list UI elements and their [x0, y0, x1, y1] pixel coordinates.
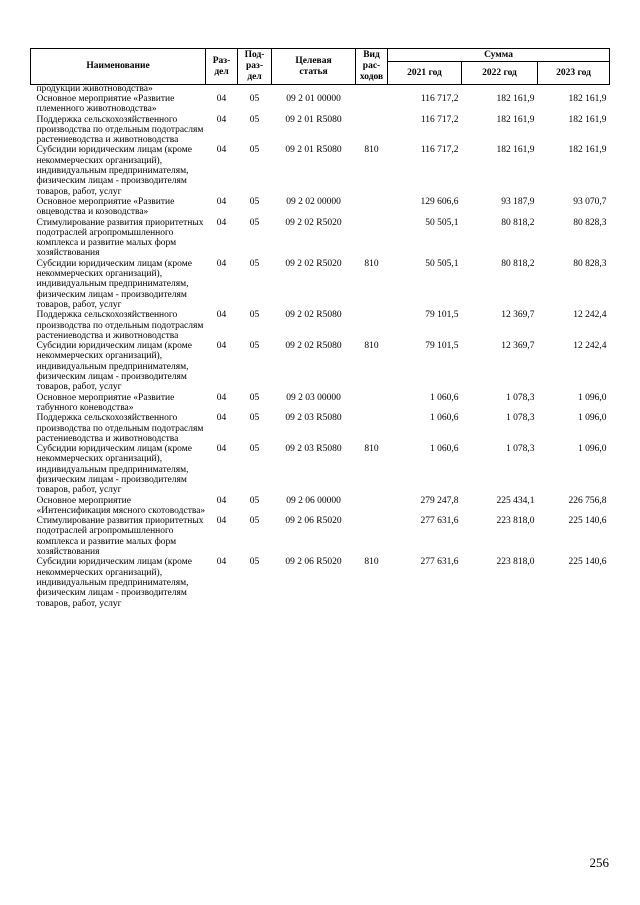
row-sum-2021: 1 060,6 — [430, 444, 459, 455]
row-name: Поддержка сельскохозяйственного производства по отдельным подотраслям растениеводства и животноводства — [36, 413, 204, 444]
row-razdel: 04 — [216, 114, 227, 125]
row-name: продукции животноводства» — [36, 84, 153, 94]
row-sum-2021: 129 606,6 — [420, 196, 459, 207]
table-row — [31, 218, 610, 259]
row-expense-type — [356, 197, 388, 218]
header-expense-type: Вид рас- ходов — [356, 49, 388, 85]
row-expense-type — [356, 413, 388, 444]
row-sum-2021: 116 717,2 — [420, 145, 459, 156]
row-podrazdel — [238, 85, 272, 95]
row-razdel: 04 — [216, 196, 227, 207]
header-year-2022: 2022 год — [462, 62, 538, 85]
row-podrazdel: 05 — [249, 413, 260, 424]
row-expense-type — [356, 310, 388, 341]
row-name: Субсидии юридическим лицам (кроме некоммерческих организаций), индивидуальным предпринимателям, физическим лицам - производителям товаров, работ, услуг — [36, 145, 192, 197]
row-target: 09 2 03 00000 — [286, 392, 341, 403]
row-sum-2021: 50 505,1 — [425, 258, 459, 269]
table-row — [31, 557, 610, 608]
row-expense-type — [356, 94, 388, 115]
row-name: Поддержка сельскохозяйственного производства по отдельным подотраслям растениеводства и животноводства — [36, 114, 204, 146]
row-podrazdel: 05 — [249, 444, 260, 455]
row-sum-2023: 93 070,7 — [573, 196, 607, 207]
header-sum: Сумма — [388, 49, 610, 62]
row-name: Основное мероприятие «Развитие овцеводства и козоводства» — [36, 196, 175, 218]
table-row — [31, 259, 610, 310]
header-name: Наименование — [31, 49, 206, 85]
row-sum-2022: 80 818,2 — [501, 217, 535, 228]
row-expense-type: 810 — [364, 258, 379, 269]
table-row — [31, 85, 610, 95]
row-razdel: 04 — [216, 495, 227, 506]
row-target: 09 2 02 R5020 — [285, 217, 342, 228]
row-sum-2021: 1 060,6 — [430, 392, 459, 403]
row-sum-2022: 12 369,7 — [501, 310, 535, 321]
row-target: 09 2 06 R5020 — [285, 557, 342, 568]
row-razdel: 04 — [216, 557, 227, 568]
row-sum-2023: 1 096,0 — [578, 444, 607, 455]
row-sum-2023: 225 140,6 — [568, 516, 607, 527]
row-name: Основное мероприятие «Интенсификация мясного скотоводства» — [36, 495, 206, 516]
row-sum-2021: 50 505,1 — [425, 217, 459, 228]
row-expense-type — [356, 496, 388, 517]
row-razdel: 04 — [216, 258, 227, 269]
row-sum-2023: 80 828,3 — [573, 258, 607, 269]
row-podrazdel: 05 — [249, 495, 260, 506]
row-sum-2022: 93 187,9 — [501, 196, 535, 207]
row-sum-2022: 1 078,3 — [506, 444, 535, 455]
row-sum-2023 — [538, 85, 610, 95]
row-sum-2021: 1 060,6 — [430, 413, 459, 424]
row-sum-2022 — [462, 85, 538, 95]
row-target: 09 2 02 00000 — [286, 196, 341, 207]
row-razdel: 04 — [216, 413, 227, 424]
table-row — [31, 393, 610, 414]
row-target: 09 2 01 R5080 — [285, 145, 342, 156]
row-razdel: 04 — [216, 217, 227, 228]
row-podrazdel: 05 — [249, 196, 260, 207]
row-name: Субсидии юридическим лицам (кроме некоммерческих организаций), индивидуальным предпринимателям, физическим лицам - производителям товаров, работ, услуг — [36, 444, 192, 496]
row-target: 09 2 03 R5080 — [285, 444, 342, 455]
row-podrazdel: 05 — [249, 392, 260, 403]
row-podrazdel: 05 — [249, 258, 260, 269]
row-podrazdel: 05 — [249, 114, 260, 125]
row-sum-2022: 182 161,9 — [496, 114, 535, 125]
budget-table-page — [30, 48, 609, 609]
row-name: Субсидии юридическим лицам (кроме некоммерческих организаций), индивидуальным предпринимателям, физическим лицам - производителям товаров, работ, услуг — [36, 557, 192, 609]
row-expense-type: 810 — [364, 145, 379, 156]
header-year-2023: 2023 год — [538, 62, 610, 85]
row-name: Субсидии юридическим лицам (кроме некоммерческих организаций), индивидуальным предпринимателям, физическим лицам - производителям товаров, работ, услуг — [36, 341, 192, 393]
row-sum-2022: 1 078,3 — [506, 392, 535, 403]
row-sum-2023: 12 242,4 — [573, 310, 607, 321]
row-sum-2023: 80 828,3 — [573, 217, 607, 228]
table-row — [31, 145, 610, 196]
row-sum-2023: 226 756,8 — [568, 495, 607, 506]
row-expense-type: 810 — [364, 557, 379, 568]
row-sum-2023: 12 242,4 — [573, 341, 607, 352]
table-row — [31, 197, 610, 218]
row-sum-2022: 12 369,7 — [501, 341, 535, 352]
row-target: 09 2 02 R5080 — [285, 310, 342, 321]
row-sum-2021: 79 101,5 — [425, 341, 459, 352]
row-target: 09 2 03 R5080 — [285, 413, 342, 424]
row-target: 09 2 06 R5020 — [285, 516, 342, 527]
row-sum-2021: 279 247,8 — [420, 495, 459, 506]
row-sum-2022: 223 818,0 — [496, 516, 535, 527]
row-sum-2021: 277 631,6 — [420, 557, 459, 568]
row-sum-2022: 223 818,0 — [496, 557, 535, 568]
row-target: 09 2 01 R5080 — [285, 114, 342, 125]
row-expense-type: 810 — [364, 341, 379, 352]
table-row — [31, 444, 610, 495]
row-expense-type — [356, 85, 388, 95]
row-name: Стимулирование развития приоритетных подотраслей агропромышленного комплекса и развитие малых форм хозяйствования — [36, 516, 204, 558]
row-podrazdel: 05 — [249, 217, 260, 228]
row-razdel — [206, 85, 238, 95]
row-podrazdel: 05 — [249, 341, 260, 352]
page-number: 256 — [589, 855, 609, 870]
table-row — [31, 496, 610, 517]
budget-table — [30, 48, 610, 609]
header-year-2021: 2021 год — [388, 62, 462, 85]
table-row — [31, 310, 610, 341]
row-sum-2023: 182 161,9 — [568, 114, 607, 125]
header-podrazdel: Под- раз- дел — [238, 49, 272, 85]
row-sum-2022: 182 161,9 — [496, 145, 535, 156]
row-sum-2021: 277 631,6 — [420, 516, 459, 527]
table-row — [31, 94, 610, 115]
row-target: 09 2 02 R5020 — [285, 258, 342, 269]
row-sum-2023: 225 140,6 — [568, 557, 607, 568]
row-sum-2021: 79 101,5 — [425, 310, 459, 321]
row-razdel: 04 — [216, 145, 227, 156]
row-sum-2023: 1 096,0 — [578, 392, 607, 403]
row-podrazdel: 05 — [249, 310, 260, 321]
row-name: Стимулирование развития приоритетных подотраслей агропромышленного комплекса и развитие малых форм хозяйствования — [36, 217, 204, 259]
row-podrazdel: 05 — [249, 557, 260, 568]
row-target: 09 2 02 R5080 — [285, 341, 342, 352]
row-podrazdel: 05 — [249, 94, 260, 104]
row-target: 09 2 01 00000 — [286, 94, 341, 104]
row-expense-type — [356, 516, 388, 557]
row-sum-2023: 182 161,9 — [568, 145, 607, 156]
row-expense-type — [356, 115, 388, 146]
header-razdel: Раз- дел — [206, 49, 238, 85]
row-sum-2022: 182 161,9 — [496, 94, 535, 104]
row-sum-2023: 1 096,0 — [578, 413, 607, 424]
row-name: Субсидии юридическим лицам (кроме некоммерческих организаций), индивидуальным предпринимателям, физическим лицам - производителям товаров, работ, услуг — [36, 258, 192, 310]
row-razdel: 04 — [216, 444, 227, 455]
table-body — [31, 85, 610, 609]
row-name: Основное мероприятие «Развитие табунного коневодства» — [36, 392, 175, 413]
table-row — [31, 413, 610, 444]
row-name: Основное мероприятие «Развитие племенного животноводства» — [36, 94, 175, 115]
row-razdel: 04 — [216, 392, 227, 403]
row-target — [272, 85, 356, 95]
row-sum-2021: 116 717,2 — [420, 94, 459, 104]
row-name: Поддержка сельскохозяйственного производства по отдельным подотраслям растениеводства и животноводства — [36, 310, 204, 341]
row-sum-2021: 116 717,2 — [420, 114, 459, 125]
header-target: Целевая статья — [272, 49, 356, 85]
row-razdel: 04 — [216, 94, 227, 104]
row-sum-2022: 80 818,2 — [501, 258, 535, 269]
row-sum-2022: 1 078,3 — [506, 413, 535, 424]
row-expense-type — [356, 218, 388, 259]
table-row — [31, 341, 610, 392]
row-razdel: 04 — [216, 516, 227, 527]
row-razdel: 04 — [216, 341, 227, 352]
row-podrazdel: 05 — [249, 145, 260, 156]
row-sum-2023: 182 161,9 — [568, 94, 607, 104]
table-row — [31, 516, 610, 557]
table-row — [31, 115, 610, 146]
row-sum-2021 — [388, 85, 462, 95]
row-expense-type: 810 — [364, 444, 379, 455]
row-target: 09 2 06 00000 — [286, 495, 341, 506]
row-razdel: 04 — [216, 310, 227, 321]
row-expense-type — [356, 393, 388, 414]
row-podrazdel: 05 — [249, 516, 260, 527]
row-sum-2022: 225 434,1 — [496, 495, 535, 506]
